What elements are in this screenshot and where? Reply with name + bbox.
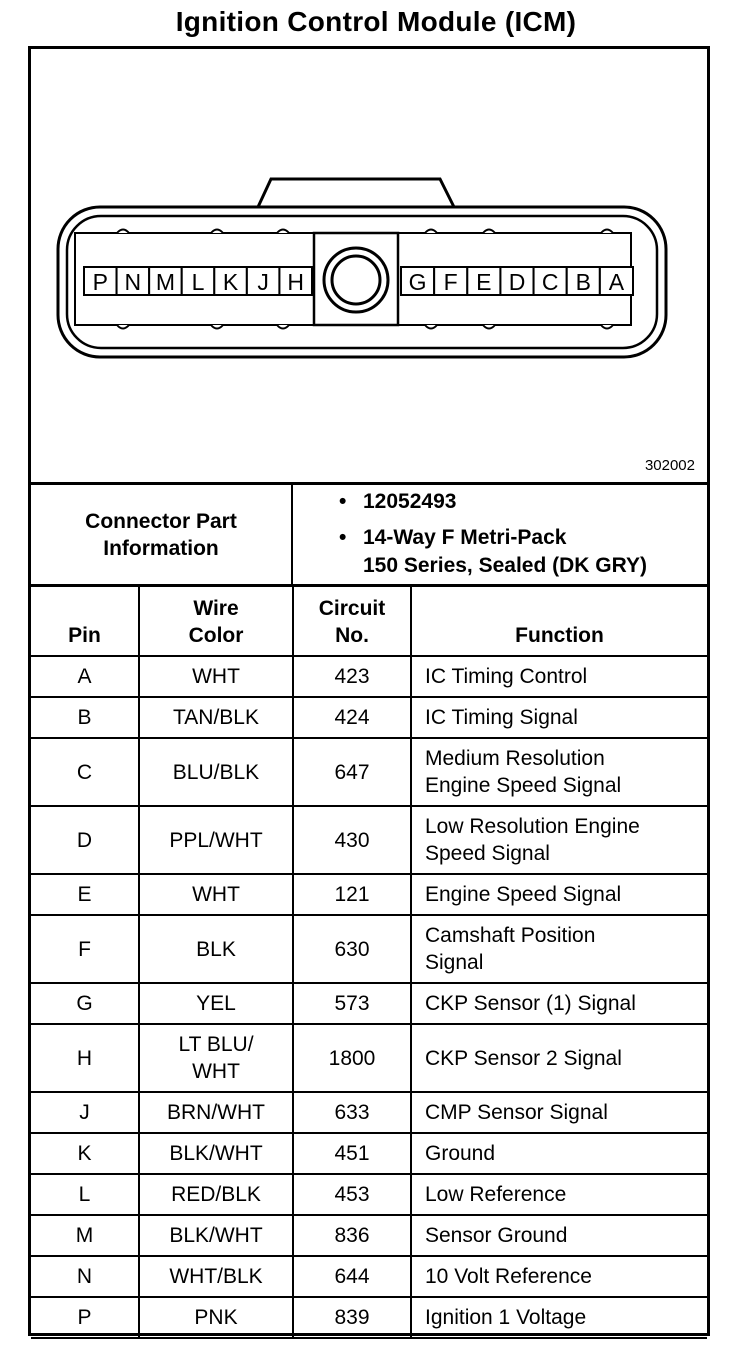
pin-letter: D — [508, 269, 526, 295]
wire-color-cell: BLK — [139, 915, 293, 983]
table-row — [31, 983, 707, 1024]
pin-cell: A — [31, 656, 139, 697]
connector-info-label — [31, 485, 293, 584]
header-circuit-no: Circuit No. — [293, 587, 411, 656]
pin-letter: G — [408, 269, 427, 295]
wire-color-cell: RED/BLK — [139, 1174, 293, 1215]
pin-letter: M — [155, 269, 176, 295]
connector-description-line2: 150 Series, Sealed (DK GRY) — [363, 554, 648, 577]
part-number-item — [293, 488, 707, 516]
function-cell: Ground — [411, 1133, 707, 1174]
connector-info-label-line1: Connector Part — [85, 509, 237, 533]
bullet-icon: • — [339, 490, 347, 513]
wire-color-cell: TAN/BLK — [139, 697, 293, 738]
function-cell: 10 Volt Reference — [411, 1256, 707, 1297]
connector-table-frame — [28, 46, 710, 1336]
pin-cell: N — [31, 1256, 139, 1297]
circuit-cell: 836 — [293, 1215, 411, 1256]
table-row — [31, 1092, 707, 1133]
connector-diagram — [31, 49, 707, 485]
table-header-row — [31, 587, 707, 656]
header-pin: Pin — [31, 587, 139, 656]
pin-cell: D — [31, 806, 139, 874]
circuit-cell: 644 — [293, 1256, 411, 1297]
circuit-cell: 1800 — [293, 1024, 411, 1092]
table-row — [31, 738, 707, 806]
pin-cell: K — [31, 1133, 139, 1174]
pin-letter: K — [222, 269, 239, 295]
pin-cell: L — [31, 1174, 139, 1215]
pin-letter: E — [476, 269, 492, 295]
connector-description-line1: 14-Way F Metri-Pack — [363, 526, 567, 549]
connector-face-drawing — [31, 49, 707, 482]
table-row — [31, 915, 707, 983]
pin-cell: B — [31, 697, 139, 738]
connector-info-label-line2: Information — [103, 536, 219, 560]
circuit-cell: 451 — [293, 1133, 411, 1174]
table-row — [31, 1256, 707, 1297]
wire-color-cell: WHT/BLK — [139, 1256, 293, 1297]
pin-letter: N — [124, 269, 142, 295]
pin-letter: L — [191, 269, 205, 295]
wire-color-cell: PNK — [139, 1297, 293, 1338]
table-row — [31, 697, 707, 738]
header-wire-color: Wire Color — [139, 587, 293, 656]
connector-description-item — [293, 524, 707, 580]
connector-info-values — [293, 485, 707, 587]
wire-color-cell: BLK/WHT — [139, 1133, 293, 1174]
table-row — [31, 1133, 707, 1174]
table-row — [31, 806, 707, 874]
function-cell: CKP Sensor (1) Signal — [411, 983, 707, 1024]
table-row — [31, 1024, 707, 1092]
function-cell: Camshaft Position Signal — [411, 915, 707, 983]
pin-letter: A — [608, 269, 625, 295]
header-function: Function — [411, 587, 707, 656]
table-row — [31, 1297, 707, 1338]
function-cell: Low Resolution Engine Speed Signal — [411, 806, 707, 874]
table-row — [31, 1174, 707, 1215]
wire-color-cell: YEL — [139, 983, 293, 1024]
circuit-cell: 630 — [293, 915, 411, 983]
table-row — [31, 656, 707, 697]
function-cell: Sensor Ground — [411, 1215, 707, 1256]
circuit-cell: 121 — [293, 874, 411, 915]
function-cell: Low Reference — [411, 1174, 707, 1215]
wire-color-cell: WHT — [139, 656, 293, 697]
table-row — [31, 1215, 707, 1256]
pin-letter: H — [287, 269, 305, 295]
function-cell: CKP Sensor 2 Signal — [411, 1024, 707, 1092]
pin-cell: H — [31, 1024, 139, 1092]
connector-part-info — [31, 485, 707, 587]
circuit-cell: 633 — [293, 1092, 411, 1133]
wire-color-cell: PPL/WHT — [139, 806, 293, 874]
pin-cell: M — [31, 1215, 139, 1256]
wire-color-cell: BLU/BLK — [139, 738, 293, 806]
pin-cell: C — [31, 738, 139, 806]
pin-cell: P — [31, 1297, 139, 1338]
function-cell: IC Timing Control — [411, 656, 707, 697]
page-title: Ignition Control Module (ICM) — [175, 6, 577, 37]
function-cell: CMP Sensor Signal — [411, 1092, 707, 1133]
pin-letter: C — [541, 269, 559, 295]
pinout-table — [31, 587, 707, 1339]
circuit-cell: 839 — [293, 1297, 411, 1338]
pin-letter: J — [257, 269, 269, 295]
function-cell: Ignition 1 Voltage — [411, 1297, 707, 1338]
pin-cell: G — [31, 983, 139, 1024]
wire-color-cell: BRN/WHT — [139, 1092, 293, 1133]
bullet-icon: • — [339, 526, 347, 549]
circuit-cell: 423 — [293, 656, 411, 697]
circuit-cell: 424 — [293, 697, 411, 738]
pin-cell: J — [31, 1092, 139, 1133]
wire-color-cell: WHT — [139, 874, 293, 915]
circuit-cell: 647 — [293, 738, 411, 806]
wire-color-cell: BLK/WHT — [139, 1215, 293, 1256]
circuit-cell: 573 — [293, 983, 411, 1024]
function-cell: Medium Resolution Engine Speed Signal — [411, 738, 707, 806]
circuit-cell: 430 — [293, 806, 411, 874]
part-number: 12052493 — [363, 490, 457, 513]
function-cell: IC Timing Signal — [411, 697, 707, 738]
pin-letter: F — [443, 269, 458, 295]
circuit-cell: 453 — [293, 1174, 411, 1215]
pin-letter: B — [575, 269, 591, 295]
pin-cell: E — [31, 874, 139, 915]
wire-color-cell: LT BLU/ WHT — [139, 1024, 293, 1092]
table-row — [31, 874, 707, 915]
function-cell: Engine Speed Signal — [411, 874, 707, 915]
figure-id: 302002 — [644, 457, 695, 474]
pin-cell: F — [31, 915, 139, 983]
pin-letter: P — [92, 269, 108, 295]
